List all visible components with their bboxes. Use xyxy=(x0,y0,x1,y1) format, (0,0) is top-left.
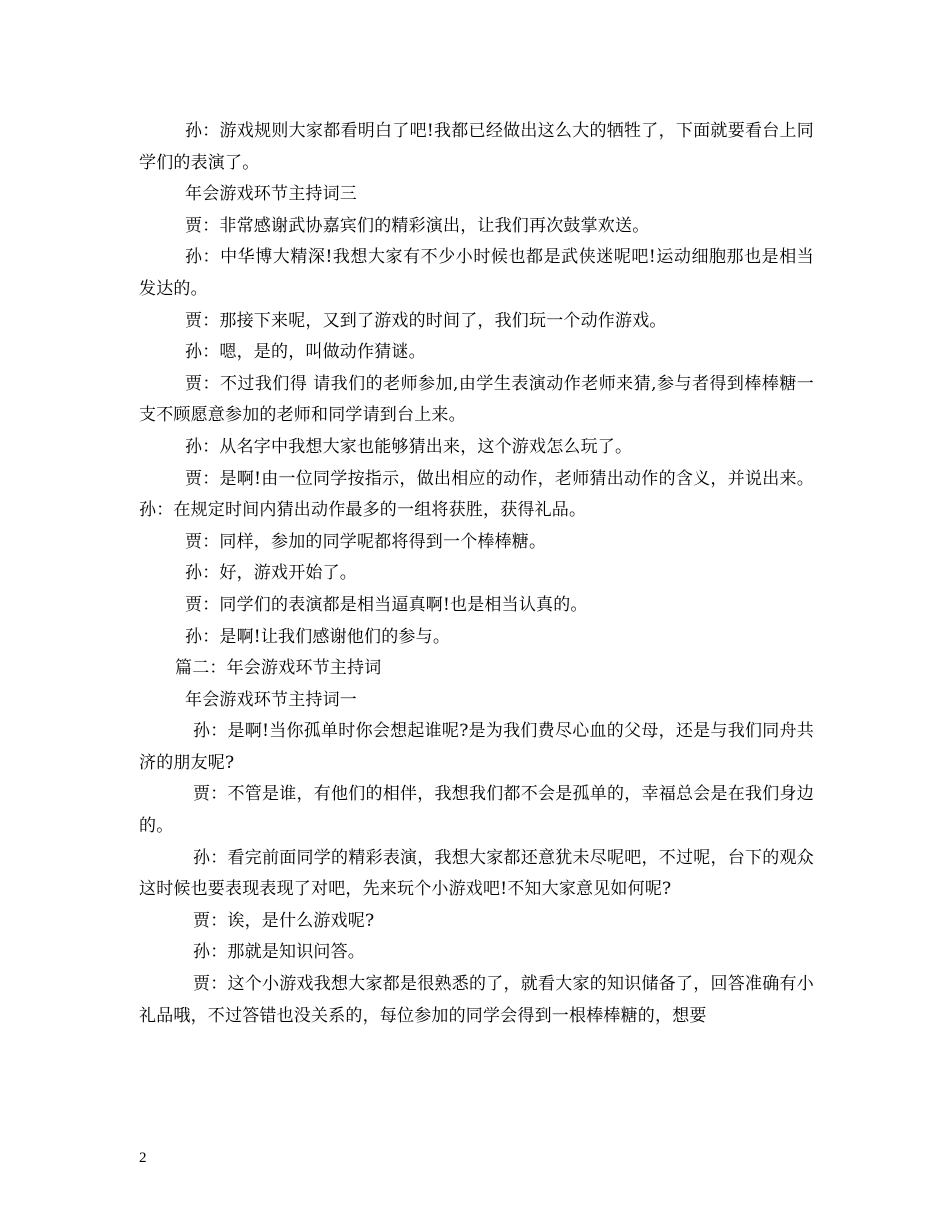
paragraph: 贾：那接下来呢，又到了游戏的时间了，我们玩一个动作游戏。 xyxy=(185,310,667,331)
paragraph: 年会游戏环节主持词一 xyxy=(185,689,357,710)
document-body xyxy=(139,116,814,1032)
paragraph: 孙：是啊!让我们感谢他们的参与。 xyxy=(185,626,451,647)
paragraph: 贾：不过我们得 请我们的老师参加,由学生表演动作老师来猜,参与者得到棒棒糖一支不顾愿意参加的老师和同学请到台上来。 xyxy=(139,373,814,426)
paragraph: 孙：游戏规则大家都看明白了吧!我都已经做出这么大的牺牲了，下面就要看台上同学们的表演了。 xyxy=(139,121,814,173)
paragraph: 贾：非常感谢武协嘉宾们的精彩演出，让我们再次鼓掌欢送。 xyxy=(185,215,650,236)
paragraph: 年会游戏环节主持词三 xyxy=(185,184,357,205)
paragraph: 孙：嗯，是的，叫做动作猜谜。 xyxy=(185,342,426,363)
paragraph: 孙：是啊!当你孤单时你会想起谁呢?是为我们费尽心血的父母，还是与我们同舟共济的朋友呢? xyxy=(139,721,814,773)
paragraph: 孙：看完前面同学的精彩表演，我想大家都还意犹未尽呢吧，不过呢，台下的观众这时候也要表现表现了对吧，先来玩个小游戏吧!不知大家意见如何呢? xyxy=(139,847,814,900)
paragraph: 孙：好，游戏开始了。 xyxy=(185,563,357,584)
paragraph: 贾：这个小游戏我想大家都是很熟悉的了，就看大家的知识储备了，回答准确有小礼品哦，不过答错也没关系的，每位参加的同学会得到一根棒棒糖的，想要 xyxy=(139,974,814,1026)
page-number: 2 xyxy=(139,1150,147,1166)
paragraph: 孙：从名字中我想大家也能够猜出来，这个游戏怎么玩了。 xyxy=(185,436,633,457)
paragraph: 贾：不管是谁，有他们的相伴，我想我们都不会是孤单的，幸福总会是在我们身边的。 xyxy=(139,784,814,837)
paragraph: 贾：同样，参加的同学呢都将得到一个棒棒糖。 xyxy=(185,531,547,552)
paragraph: 贾：诶，是什么游戏呢? xyxy=(193,910,375,931)
paragraph: 篇二：年会游戏环节主持词 xyxy=(175,658,382,679)
paragraph: 贾：是啊!由一位同学按指示，做出相应的动作，老师猜出动作的含义，并说出来。 孙：在规定时间内猜出动作最多的一组将获胜，获得礼品。 xyxy=(139,468,814,521)
paragraph: 孙：那就是知识问答。 xyxy=(193,942,365,963)
paragraph: 孙：中华博大精深!我想大家有不少小时候也都是武侠迷呢吧!运动细胞那也是相当发达的。 xyxy=(139,247,814,299)
paragraph: 贾：同学们的表演都是相当逼真啊!也是相当认真的。 xyxy=(185,594,588,615)
